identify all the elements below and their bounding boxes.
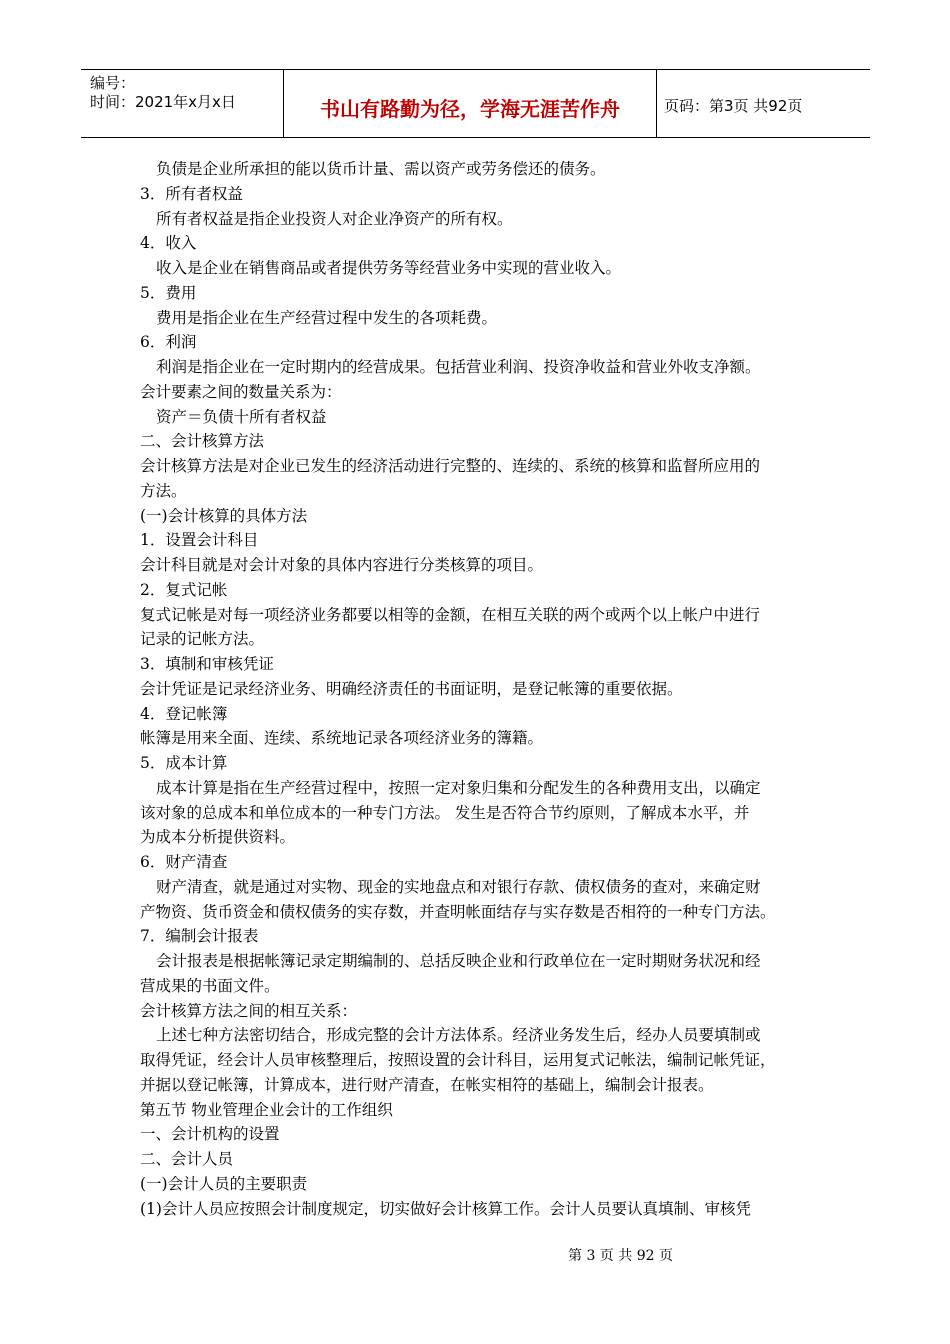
text-line: 帐簿是用来全面、连续、系统地记录各项经济业务的簿籍。	[140, 729, 544, 748]
text-line: 并据以登记帐簿，计算成本，进行财产清查，在帐实相符的基础上，编制会计报表。	[140, 1075, 714, 1094]
text-line: 该对象的总成本和单位成本的一种专门方法。 发生是否符合节约原则，了解成本水平，并	[140, 803, 750, 822]
text-line: 产物资、货币资金和债权债务的实存数，并查明帐面结存与实存数是否相符的一种专门方法。	[140, 902, 776, 921]
text-line: 财产清查，就是通过对实物、现金的实地盘点和对银行存款、债权债务的查对，来确定财	[156, 877, 761, 896]
text-line: 所有者权益是指企业投资人对企业净资产的所有权。	[156, 209, 513, 228]
text-line: 6．利润	[140, 333, 197, 352]
text-line: (1)会计人员应按照会计制度规定，切实做好会计核算工作。会计人员要认真填制、审核凭	[140, 1199, 751, 1218]
text-line: 会计要素之间的数量关系为：	[140, 382, 342, 401]
text-line: 会计凭证是记录经济业务、明确经济责任的书面证明，是登记帐簿的重要依据。	[140, 679, 683, 698]
page-info: 页码：第3页 共92页	[664, 97, 803, 115]
text-line: 收入是企业在销售商品或者提供劳务等经营业务中实现的营业收入。	[156, 259, 622, 277]
text-line: 1．设置会计科目	[140, 531, 259, 550]
text-line: 5．成本计算	[140, 754, 228, 772]
header-motto-cell	[283, 70, 657, 137]
text-line: 一、会计机构的设置	[140, 1125, 280, 1144]
text-line: 会计核算方法之间的相互关系：	[140, 1001, 358, 1020]
text-line: 为成本分析提供资料。	[140, 828, 296, 847]
text-line: 4．收入	[140, 234, 197, 253]
text-line: 复式记帐是对每一项经济业务都要以相等的金额，在相互关联的两个或两个以上帐户中进行	[140, 605, 761, 624]
text-line: 上述七种方法密切结合，形成完整的会计方法体系。经济业务发生后，经办人员要填制或	[156, 1026, 761, 1045]
text-line: 营成果的书面文件。	[140, 976, 280, 995]
text-line: 二、会计核算方法	[140, 432, 265, 451]
text-line: 3．所有者权益	[140, 184, 243, 203]
text-line: 4．登记帐簿	[140, 704, 228, 723]
header-info-cell	[81, 70, 283, 137]
text-line: (一)会计核算的具体方法	[140, 506, 308, 525]
text-line: 3．填制和审核凭证	[140, 655, 274, 673]
document-body	[140, 157, 820, 1221]
text-line: 二、会计人员	[140, 1150, 234, 1168]
text-line: 6．财产清查	[140, 853, 228, 871]
text-line: 第五节 物业管理企业会计的工作组织	[140, 1100, 393, 1119]
motto-text: 书山有路勤为径，学海无涯苦作舟	[320, 97, 620, 121]
text-line: (一)会计人员的主要职责	[140, 1174, 308, 1193]
text-line: 费用是指企业在生产经营过程中发生的各项耗费。	[156, 308, 498, 327]
page-footer: 第 3 页 共 92 页	[568, 1248, 673, 1264]
page-header	[81, 69, 870, 138]
header-page-cell	[656, 70, 870, 137]
text-line: 会计科目就是对会计对象的具体内容进行分类核算的项目。	[140, 556, 544, 574]
text-line: 5．费用	[140, 283, 197, 302]
number-label: 编号：	[90, 74, 136, 92]
text-line: 7．编制会计报表	[140, 927, 259, 946]
time-label: 时间：2021年x月x日	[90, 93, 236, 111]
text-line: 利润是指企业在一定时期内的经营成果。包括营业利润、投资净收益和营业外收支净额。	[156, 358, 761, 376]
text-line: 成本计算是指在生产经营过程中，按照一定对象归集和分配发生的各种费用支出，以确定	[156, 778, 761, 797]
text-line: 记录的记帐方法。	[140, 630, 265, 649]
text-line: 会计核算方法是对企业已发生的经济活动进行完整的、连续的、系统的核算和监督所应用的	[140, 457, 761, 475]
text-line: 会计报表是根据帐簿记录定期编制的、总括反映企业和行政单位在一定时期财务状况和经	[156, 952, 761, 970]
text-line: 负债是企业所承担的能以货币计量、需以资产或劳务偿还的债务。	[156, 160, 606, 178]
text-line: 资产＝负债十所有者权益	[156, 407, 327, 426]
text-line: 2．复式记帐	[140, 580, 228, 599]
text-line: 取得凭证，经会计人员审核整理后，按照设置的会计科目，运用复式记帐法，编制记帐凭证，	[140, 1051, 776, 1069]
text-line: 方法。	[140, 481, 187, 500]
